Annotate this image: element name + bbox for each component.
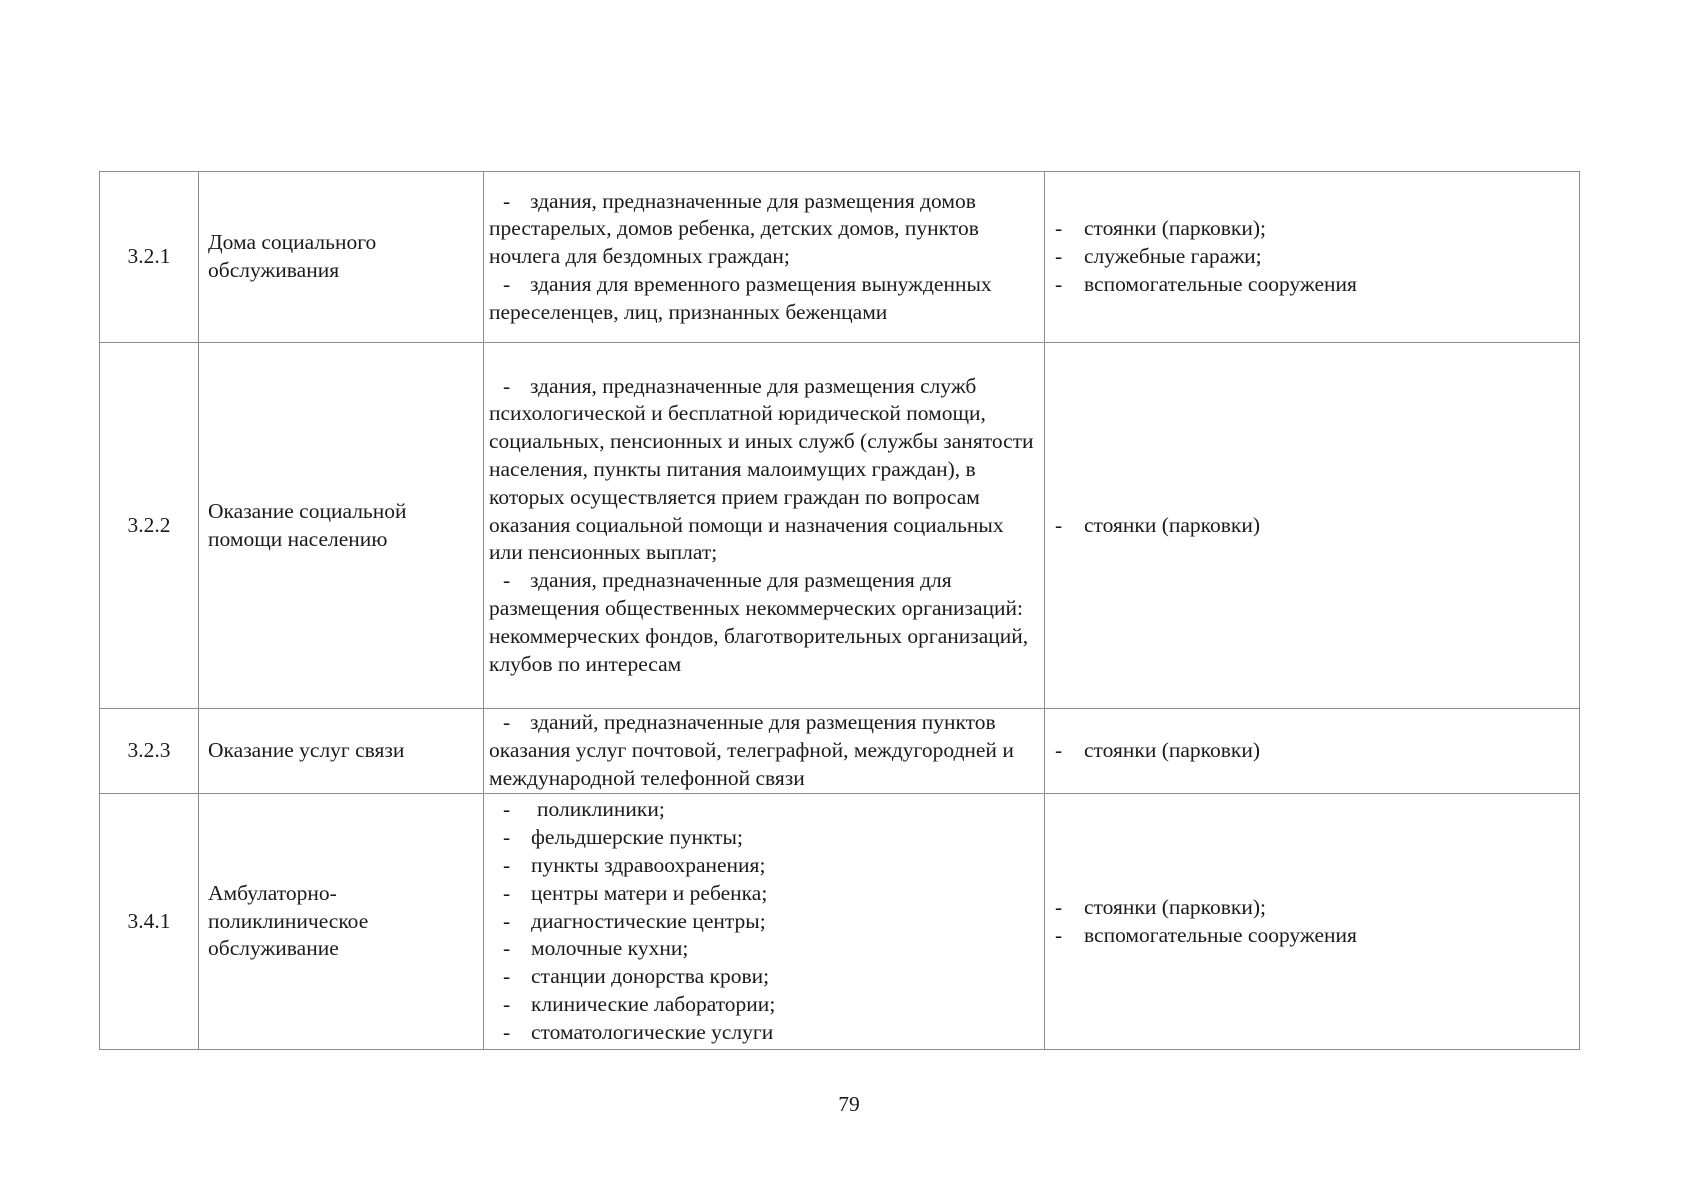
row-name-cell <box>199 709 484 794</box>
row-code: 3.2.3 <box>127 738 171 763</box>
row-code-cell <box>100 794 199 1050</box>
main-use-paragraph: - зданий, предназначенные для размещения пунктов оказания услуг почтовой, телеграфной, междугородней и международной телефонной связи <box>489 710 1014 790</box>
row-main-use-cell <box>484 709 1045 794</box>
row-code: 3.2.2 <box>127 512 171 537</box>
row-aux-use-cell <box>1045 343 1580 709</box>
row-name-cell <box>199 794 484 1050</box>
row-code: 3.2.1 <box>127 244 171 269</box>
table-row <box>100 172 1580 343</box>
table-row <box>100 794 1580 1050</box>
aux-use-item: - вспомогательные сооружения <box>1055 271 1573 299</box>
table-row <box>100 709 1580 794</box>
bullet-dash: - <box>1055 922 1063 947</box>
bullet-dash: - <box>503 1019 511 1044</box>
land-use-table <box>99 171 1580 1050</box>
bullet-dash: - <box>503 964 511 989</box>
row-aux-use-cell <box>1045 794 1580 1050</box>
row-name: Оказание услуг связи <box>208 738 405 763</box>
main-use-paragraph: - здания, предназначенные для размещения служб психологической и бесплатной юридической помощи, социальных, пенсионных и иных служб (службы занятости населения, пункты питания малоимущих граждан), в которых осуществляется прием граждан по вопросам оказания социальной помощи и назначения социальных или пенсионных выплат; <box>489 373 1034 565</box>
main-use-item: - пункты здравоохранения; <box>489 852 1040 880</box>
main-use-item: - станции донорства крови; <box>489 963 1040 991</box>
row-name-cell <box>199 343 484 709</box>
row-name: Оказание социальной помощи населению <box>208 498 407 551</box>
bullet-dash: - <box>1055 512 1063 537</box>
bullet-dash: - <box>503 373 511 398</box>
main-use-item: - молочные кухни; <box>489 935 1040 963</box>
main-use-item: - поликлиники; <box>489 796 1040 824</box>
row-code-cell <box>100 343 199 709</box>
bullet-dash: - <box>503 825 511 850</box>
main-use-item: - центры матери и ребенка; <box>489 880 1040 908</box>
row-code: 3.4.1 <box>127 908 171 933</box>
row-name: Амбулаторно-поликлиническое обслуживание <box>208 880 369 961</box>
table-row <box>100 343 1580 709</box>
row-main-use-cell <box>484 343 1045 709</box>
aux-use-item: - стоянки (парковки) <box>1055 737 1573 765</box>
row-name-cell <box>199 172 484 343</box>
main-use-item: - фельдшерские пункты; <box>489 824 1040 852</box>
bullet-dash: - <box>503 936 511 961</box>
bullet-dash: - <box>503 797 511 822</box>
main-use-paragraph: - здания для временного размещения вынужденных переселенцев, лиц, признанных беженцами <box>489 271 992 324</box>
bullet-dash: - <box>1055 244 1063 269</box>
aux-use-item: - служебные гаражи; <box>1055 243 1573 271</box>
main-use-paragraph: - здания, предназначенные для размещения для размещения общественных некоммерческих организаций: некоммерческих фондов, благотворительных организаций, клубов по интересам <box>489 568 1029 676</box>
bullet-dash: - <box>503 271 511 296</box>
row-code-cell <box>100 172 199 343</box>
page-number: 79 <box>838 1092 860 1116</box>
bullet-dash: - <box>503 710 511 735</box>
row-name: Дома социального обслуживания <box>208 230 377 282</box>
main-use-item: - стоматологические услуги <box>489 1019 1040 1047</box>
main-use-item: - клинические лаборатории; <box>489 991 1040 1019</box>
row-aux-use-cell <box>1045 709 1580 794</box>
main-use-paragraph: - здания, предназначенные для размещения домов престарелых, домов ребенка, детских домов, пунктов ночлега для бездомных граждан; <box>489 188 979 269</box>
aux-use-item: - стоянки (парковки); <box>1055 894 1573 922</box>
bullet-dash: - <box>503 880 511 905</box>
aux-use-item: - стоянки (парковки) <box>1055 512 1573 540</box>
bullet-dash: - <box>503 568 511 593</box>
aux-use-item: - стоянки (парковки); <box>1055 215 1573 243</box>
row-code-cell <box>100 709 199 794</box>
bullet-dash: - <box>1055 738 1063 763</box>
bullet-dash: - <box>503 908 511 933</box>
bullet-dash: - <box>1055 271 1063 296</box>
bullet-dash: - <box>503 188 511 213</box>
bullet-dash: - <box>1055 894 1063 919</box>
row-main-use-cell <box>484 172 1045 343</box>
bullet-dash: - <box>503 853 511 877</box>
bullet-dash: - <box>503 991 511 1016</box>
bullet-dash: - <box>1055 216 1063 241</box>
row-main-use-cell <box>484 794 1045 1050</box>
main-use-item: - диагностические центры; <box>489 908 1040 936</box>
aux-use-item: - вспомогательные сооружения <box>1055 922 1573 950</box>
row-aux-use-cell <box>1045 172 1580 343</box>
